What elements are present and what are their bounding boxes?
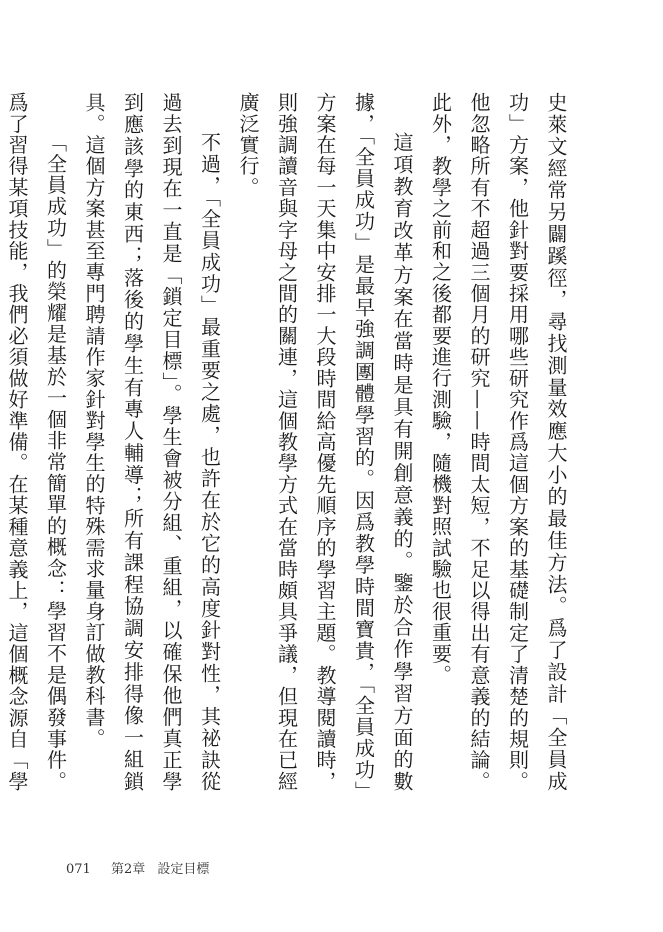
page-footer xyxy=(66,858,209,877)
paragraph-2: 這項教育改革方案在當時是具有開創意義的。鑒於合作學習方面的數據，「全員成功」是最早強調團體學習的。因爲教學時間寶貴，「全員成功」方案在每一天集中安排一大段時間給高優先順序的學習主題。教導閱讀時，則強調讀音與字母之間的關連，這個教學方式在當時頗具爭議，但現在已經廣泛實行。 xyxy=(236,92,414,792)
body-text xyxy=(0,92,575,792)
paragraph-1: 史萊文經常另闢蹊徑，尋找測量效應大小的最佳方法。爲了設計「全員成功」方案，他針對要採用哪些研究作爲這個方案的基礎制定了清楚的規則。他忽略所有不超過三個月的研究——時間太短，不足以得出有意義的結論。此外，教學之前和之後都要進行測驗，隨機對照試驗也很重要。 xyxy=(428,92,568,792)
paragraph-4: 「全員成功」的榮耀是基於一個非常簡單的概念：學習不是偶發事件。爲了習得某項技能，我們必須做好準備。在某種意義上，這個概念源自「學 xyxy=(5,92,68,792)
chapter-title: 設定目標 xyxy=(157,862,210,877)
paragraph-3: 不過，「全員成功」最重要之處，也許在於它的高度針對性，其祕訣從過去到現在一直是「鎖定目標」。學生會被分組、重組，以確保他們真正學到應該學的東西；落後的學生有專人輔導；所有課程協調安排得像一組鎖具。這個方案甚至專門聘請作家針對學生的特殊需求量身訂做教科書。 xyxy=(82,92,222,792)
page-number: 071 xyxy=(66,862,91,877)
chapter-label: 第2章 xyxy=(110,862,146,877)
